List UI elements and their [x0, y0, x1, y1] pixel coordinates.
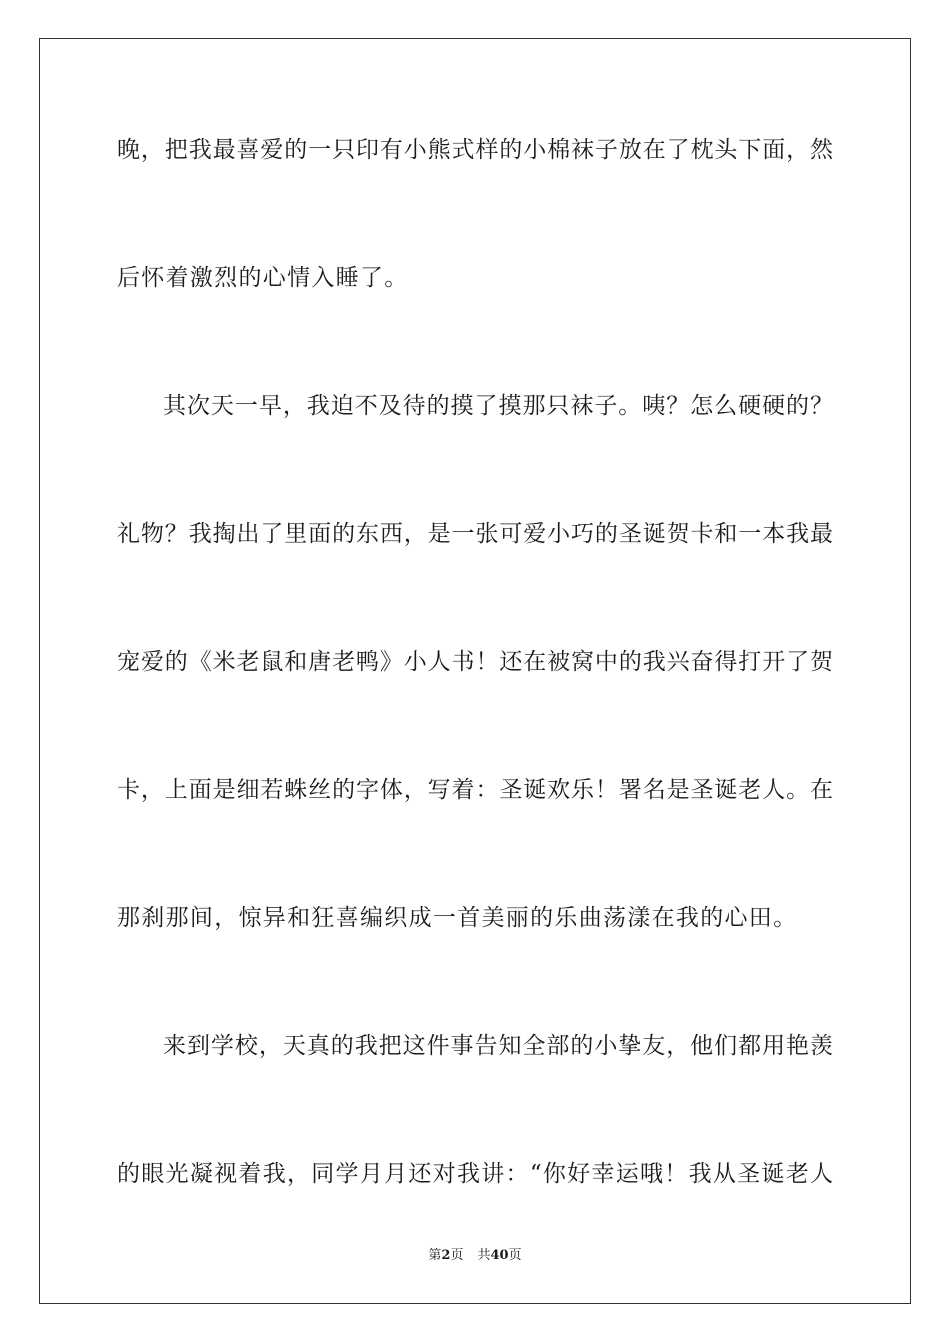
total-suffix: 页	[508, 1248, 522, 1263]
text-line: 晚，把我最喜爱的一只印有小熊式样的小棉袜子放在了枕头下面，然	[117, 137, 833, 163]
total-prefix: 共	[477, 1248, 491, 1263]
text-line: 后怀着激烈的心情入睡了。	[117, 265, 409, 291]
text-line: 礼物？我掏出了里面的东西，是一张可爱小巧的圣诞贺卡和一本我最	[117, 521, 833, 547]
text-line: 宠爱的《米老鼠和唐老鸭》小人书！还在被窝中的我兴奋得打开了贺	[117, 649, 833, 675]
text-line: 其次天一早，我迫不及待的摸了摸那只袜子。咦？怎么硬硬的？	[163, 393, 833, 419]
page-number: 2	[441, 1248, 451, 1263]
total-pages: 40	[490, 1248, 509, 1263]
text-line: 那刹那间，惊异和狂喜编织成一首美丽的乐曲荡漾在我的心田。	[117, 905, 798, 931]
page-suffix: 页	[450, 1248, 464, 1263]
text-line: 卡，上面是细若蛛丝的字体，写着：圣诞欢乐！署名是圣诞老人。在	[117, 777, 833, 803]
text-line: 来到学校，天真的我把这件事告知全部的小挚友，他们都用艳羡	[163, 1033, 833, 1059]
text-line: 的眼光凝视着我，同学月月还对我讲：“你好幸运哦！我从圣诞老人	[117, 1161, 833, 1187]
page-prefix: 第	[428, 1248, 442, 1263]
page-footer	[0, 1248, 950, 1264]
